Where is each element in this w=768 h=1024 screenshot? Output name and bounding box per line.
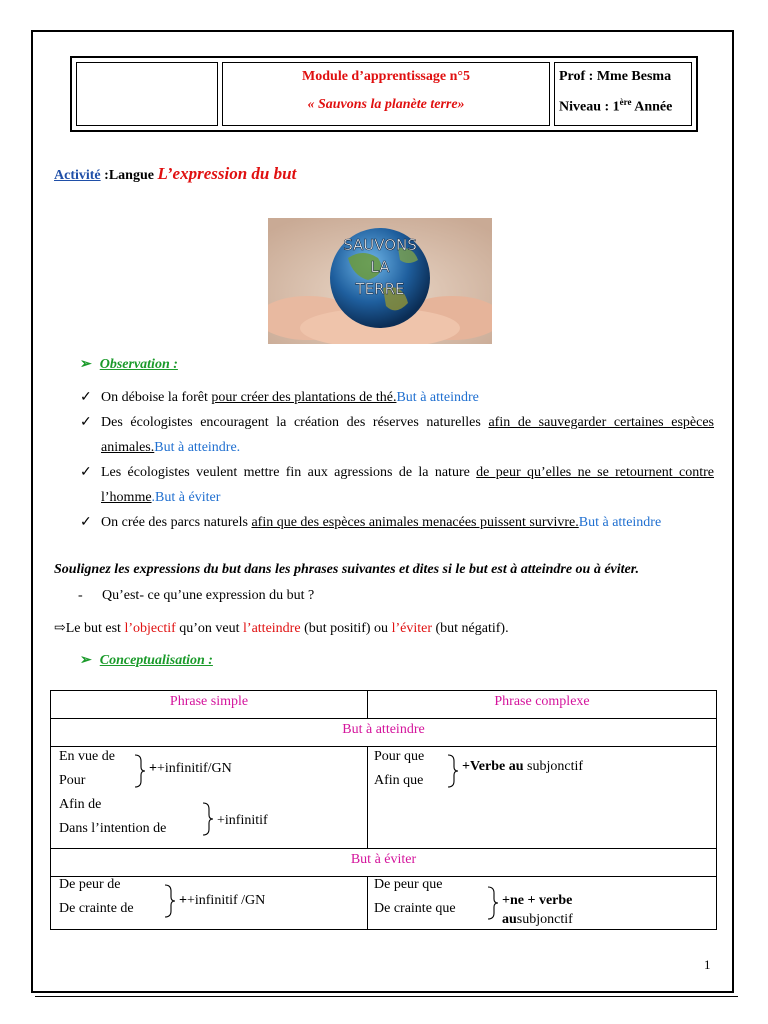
brace-icon	[486, 885, 500, 921]
checkmark-icon: ✓	[80, 390, 92, 405]
item-dot: .	[151, 490, 156, 505]
instruction-text: Soulignez les expressions du but dans les phrases suivantes et dites si le but est à atteindre ou à éviter.	[54, 562, 639, 577]
cell-eviter-complexe	[368, 877, 717, 930]
cell-eviter-simple	[51, 877, 368, 930]
activity-sep: :Langue	[100, 168, 158, 183]
brace-icon	[163, 883, 177, 919]
def-red: l’éviter	[391, 621, 432, 636]
conj-text: Afin que	[374, 773, 424, 788]
earth-in-hands-image	[268, 218, 492, 344]
activity-label: Activité	[54, 168, 101, 183]
rule-text: +infinitif	[217, 813, 268, 828]
page-number: 1	[704, 957, 711, 972]
niveau-suffix: Année	[631, 99, 673, 115]
brace-icon	[446, 753, 460, 789]
conj-text: De crainte que	[374, 901, 456, 916]
question-line: - Qu’est- ce qu’une expression du but ?	[78, 588, 315, 603]
arrow-bullet-icon: ➢	[80, 653, 92, 668]
observation-item	[80, 385, 714, 410]
double-arrow-icon: ⇨	[54, 621, 66, 636]
col-header-simple: Phrase simple	[51, 691, 368, 719]
item-tag: But à atteindre	[396, 390, 479, 405]
observation-item	[80, 410, 714, 460]
niveau-prefix: Niveau : 1	[559, 99, 620, 115]
but-expression-table	[50, 690, 717, 930]
brace-icon	[133, 753, 147, 789]
checkmark-icon: ✓	[80, 465, 92, 480]
observation-item	[80, 460, 714, 510]
item-text: Des écologistes encouragent la création des réserves naturelles	[101, 415, 489, 430]
image-text-3: TERRE	[355, 280, 405, 298]
cell-atteindre-complexe	[368, 747, 717, 849]
observation-heading-text: Observation :	[99, 357, 178, 372]
rule-value: +infinitif/GN	[156, 761, 232, 776]
col-header-complexe: Phrase complexe	[368, 691, 717, 719]
rule-text: ++infinitif /GN	[179, 893, 266, 908]
row-header-atteindre: But à atteindre	[51, 719, 717, 747]
module-title: Module d’apprentissage n°5	[302, 69, 470, 84]
conceptualisation-heading	[80, 652, 213, 669]
checkmark-icon: ✓	[80, 515, 92, 530]
def-text: (but négatif).	[431, 621, 509, 636]
item-underlined: pour créer des plantations de thé.	[211, 390, 397, 405]
conj-text: De peur de	[59, 877, 121, 892]
rule-text: ++infinitif/GN	[149, 761, 232, 776]
rule-text	[462, 759, 583, 775]
definition-line	[54, 620, 509, 637]
conj-text: En vue de	[59, 749, 115, 764]
conj-text: Pour que	[374, 749, 425, 764]
observation-heading	[80, 356, 178, 373]
rule-bold: au	[502, 912, 517, 927]
rule-text	[502, 912, 573, 928]
header-info-cell	[554, 62, 692, 126]
header-table	[70, 56, 698, 132]
observation-item	[80, 510, 714, 533]
rule-plain: subjonctif	[516, 912, 573, 927]
def-text: (but positif) ou	[300, 621, 392, 636]
row-header-eviter: But à éviter	[51, 849, 717, 877]
arrow-bullet-icon: ➢	[80, 357, 92, 372]
def-red: l’objectif	[124, 621, 176, 636]
rule-text: +ne + verbe	[502, 893, 573, 908]
conceptualisation-heading-text: Conceptualisation :	[99, 653, 213, 668]
rule-value: +infinitif /GN	[186, 893, 266, 908]
def-red: l’atteindre	[243, 621, 301, 636]
def-text: qu’on veut	[175, 621, 244, 636]
activity-heading	[54, 164, 296, 184]
header-module-cell	[222, 62, 550, 126]
niveau	[559, 97, 691, 116]
checkmark-icon: ✓	[80, 415, 92, 430]
item-text: Les écologistes veulent mettre fin aux agressions de la nature	[101, 465, 477, 480]
cell-atteindre-simple	[51, 747, 368, 849]
brace-icon	[201, 801, 215, 837]
item-underlined: de peur qu’elles ne se retournent contre l’homme	[101, 465, 714, 505]
item-tag: But à atteindre.	[154, 440, 241, 455]
question-text: Qu’est- ce qu’une expression du but ?	[102, 588, 315, 603]
image-text-1: SAUVONS	[343, 236, 417, 254]
header-empty-cell	[76, 62, 218, 126]
conj-text: Pour	[59, 773, 86, 788]
item-underlined: afin que des espèces animales menacées puissent survivre.	[251, 515, 579, 530]
rule-plain: subjonctif	[523, 759, 584, 774]
conj-text: De peur que	[374, 877, 443, 892]
conj-text: De crainte de	[59, 901, 134, 916]
prof-name: Prof : Mme Besma	[559, 69, 672, 84]
item-tag: But à atteindre	[578, 515, 662, 530]
item-text: On déboise la forêt	[101, 390, 212, 405]
image-text-2: LA	[370, 258, 390, 276]
activity-title: L’expression du but	[157, 164, 297, 183]
def-text: Le but est	[65, 621, 125, 636]
conj-text: Dans l’intention de	[59, 821, 167, 836]
item-text: On crée des parcs naturels	[101, 515, 252, 530]
rule-bold: +Verbe au	[462, 759, 524, 774]
item-underlined: afin de sauvegarder certaines espèces animales.	[101, 415, 714, 455]
conj-text: Afin de	[59, 797, 102, 812]
niveau-sup: ère	[619, 97, 632, 107]
module-subtitle: « Sauvons la planète terre»	[307, 97, 465, 112]
item-tag: But à éviter	[155, 490, 221, 505]
